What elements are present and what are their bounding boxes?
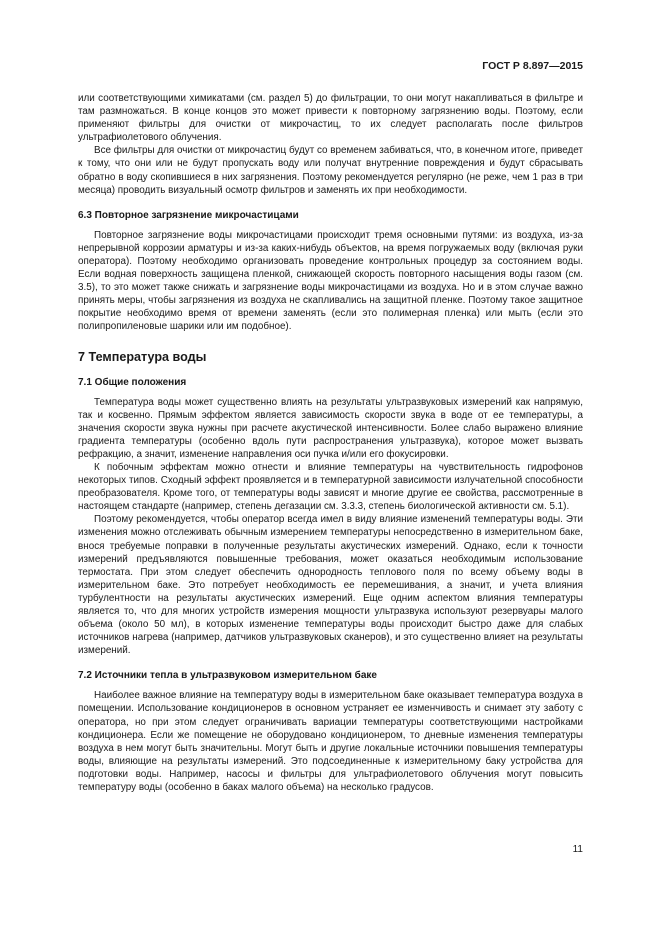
section-heading-7-1: 7.1 Общие положения — [78, 376, 187, 388]
paragraph-temperature-effects: Температура воды может существенно влиять на результаты ультразвуковых измерений как напрямую, так и косвенно. Прямым эффектом является зависимость скорости звука в воде от ее температуры, а значения скорости звука нужны при расчете акустической интенсивности. Более слабо выражено влияние градиента температуры (особенно вдоль пути распространения ультразвука), которое может вызвать рефракцию, а значит, изменение направления оси пучка и/или его фокусировки. — [78, 396, 583, 460]
section-heading-7-2: 7.2 Источники тепла в ультразвуковом измерительном баке — [78, 670, 377, 682]
paragraph-side-effects: К побочным эффектам можно отнести и влияние температуры на чувствительность гидрофонов некоторых типов. Сходный эффект проявляется и в температурной зависимости излучательной способности преобразователя. Кроме того, от температуры воды зависят и многие другие ее свойства, рассмотренные в настоящем стандарте (например, степень дегазации см. 3.3.3, степень биологической активности см. 5.1). — [78, 461, 583, 513]
paragraph-filters: Все фильтры для очистки от микрочастиц будут со временем забиваться, что, в конечном итоге, приведет к тому, что они или не будут пропускать воду или получат внутренние повреждения и будут сбрасывать обратно в воду скопившиеся в них загрязнения. Поэтому рекомендуется регулярно (не реже, чем 1 раз в три месяца) проводить визуальный осмотр фильтров и заменять их при необходимости. — [78, 145, 583, 196]
paragraph-heat-sources: Наиболее важное влияние на температуру воды в измерительном баке оказывает температура воздуха в помещении. Использование кондиционеров в основном устраняет ее изменчивость и снимает эту заботу с оператора, но при этом следует ограничивать вариации температуры соответствующими настройками кондиционера. Если же помещение не оборудовано кондиционером, то дневные изменения температуры воздуха в нем могут быть значительны. Могут быть и другие локальные источники повышения температуры воды, влияющие на результаты измерений. Это подсоединенные к измерительному баку устройства для подготовки воды. Например, насосы и фильтры для ультрафиолетового облучения могут повысить температуру воды (особенно в баках малого объема) на несколько градусов. — [78, 690, 583, 794]
paragraph-recontamination: Повторное загрязнение воды микрочастицами происходит тремя основными путями: из воздуха, из-за непрерывной коррозии арматуры и из-за каких-нибудь объектов, на время погружаемых воду (включая руки оператора). Поэтому необходимо организовать проведение контрольных процедур за состоянием воды. Если водная поверхность защищена пленкой, снижающей скорость повторного насыщения воды газом (см. 3.5), то это может также снижать и загрязнение воды микрочастицами из воздуха. Но и в этом случае важно принять меры, чтобы загрязнения из воздуха не скапливались на защитной пленке. Поэтому такое защитное покрытие необходимо время от времени заменять (если это полимерная пленка) или мыть (если это полипропиленовые шарики или им подобное). — [78, 229, 583, 333]
paragraph-recommendation: Поэтому рекомендуется, чтобы оператор всегда имел в виду влияние изменений температуры воды. Эти изменения можно отслеживать обычным измерением температуры непосредственно в измерительном баке, внося требуемые поправки в полученные результаты акустических измерений. Однако, если к точности измерений предъявляются повышенные требования, может оказаться необходимым использование термостата. При этом следует обеспечить однородность теплового поля по всему объему воды в измерительном баке. Это потребует необходимость ее перемешивания, а значит, и учета влияния турбулентности на результаты акустических измерений. Еще одним аспектом влияния температуры является то, что для многих устройств измерения мощности ультразвука используют резервуары малого объема (около 50 мл), в которых изменение температуры воды происходит быстро даже для слабых источников нагрева (например, датчиков ультразвуковых сканеров), и это существенно влияет на результаты измерений. — [78, 514, 583, 657]
document-body — [78, 92, 583, 794]
section-heading-7: 7 Температура воды — [78, 349, 207, 364]
section-heading-6-3: 6.3 Повторное загрязнение микрочастицами — [78, 209, 299, 221]
page-number: 11 — [572, 844, 583, 855]
document-code: ГОСТ Р 8.897—2015 — [482, 60, 583, 72]
paragraph-continuation: или соответствующими химикатами (см. раздел 5) до фильтрации, то они могут накапливаться в фильтре и там размножаться. В конце концов это может привести к повторному загрязнению воды. Поэтому, если применяют фильтры для очистки от микрочастиц, то их следует располагать после фильтров ультрафиолетового облучения. — [78, 93, 583, 144]
